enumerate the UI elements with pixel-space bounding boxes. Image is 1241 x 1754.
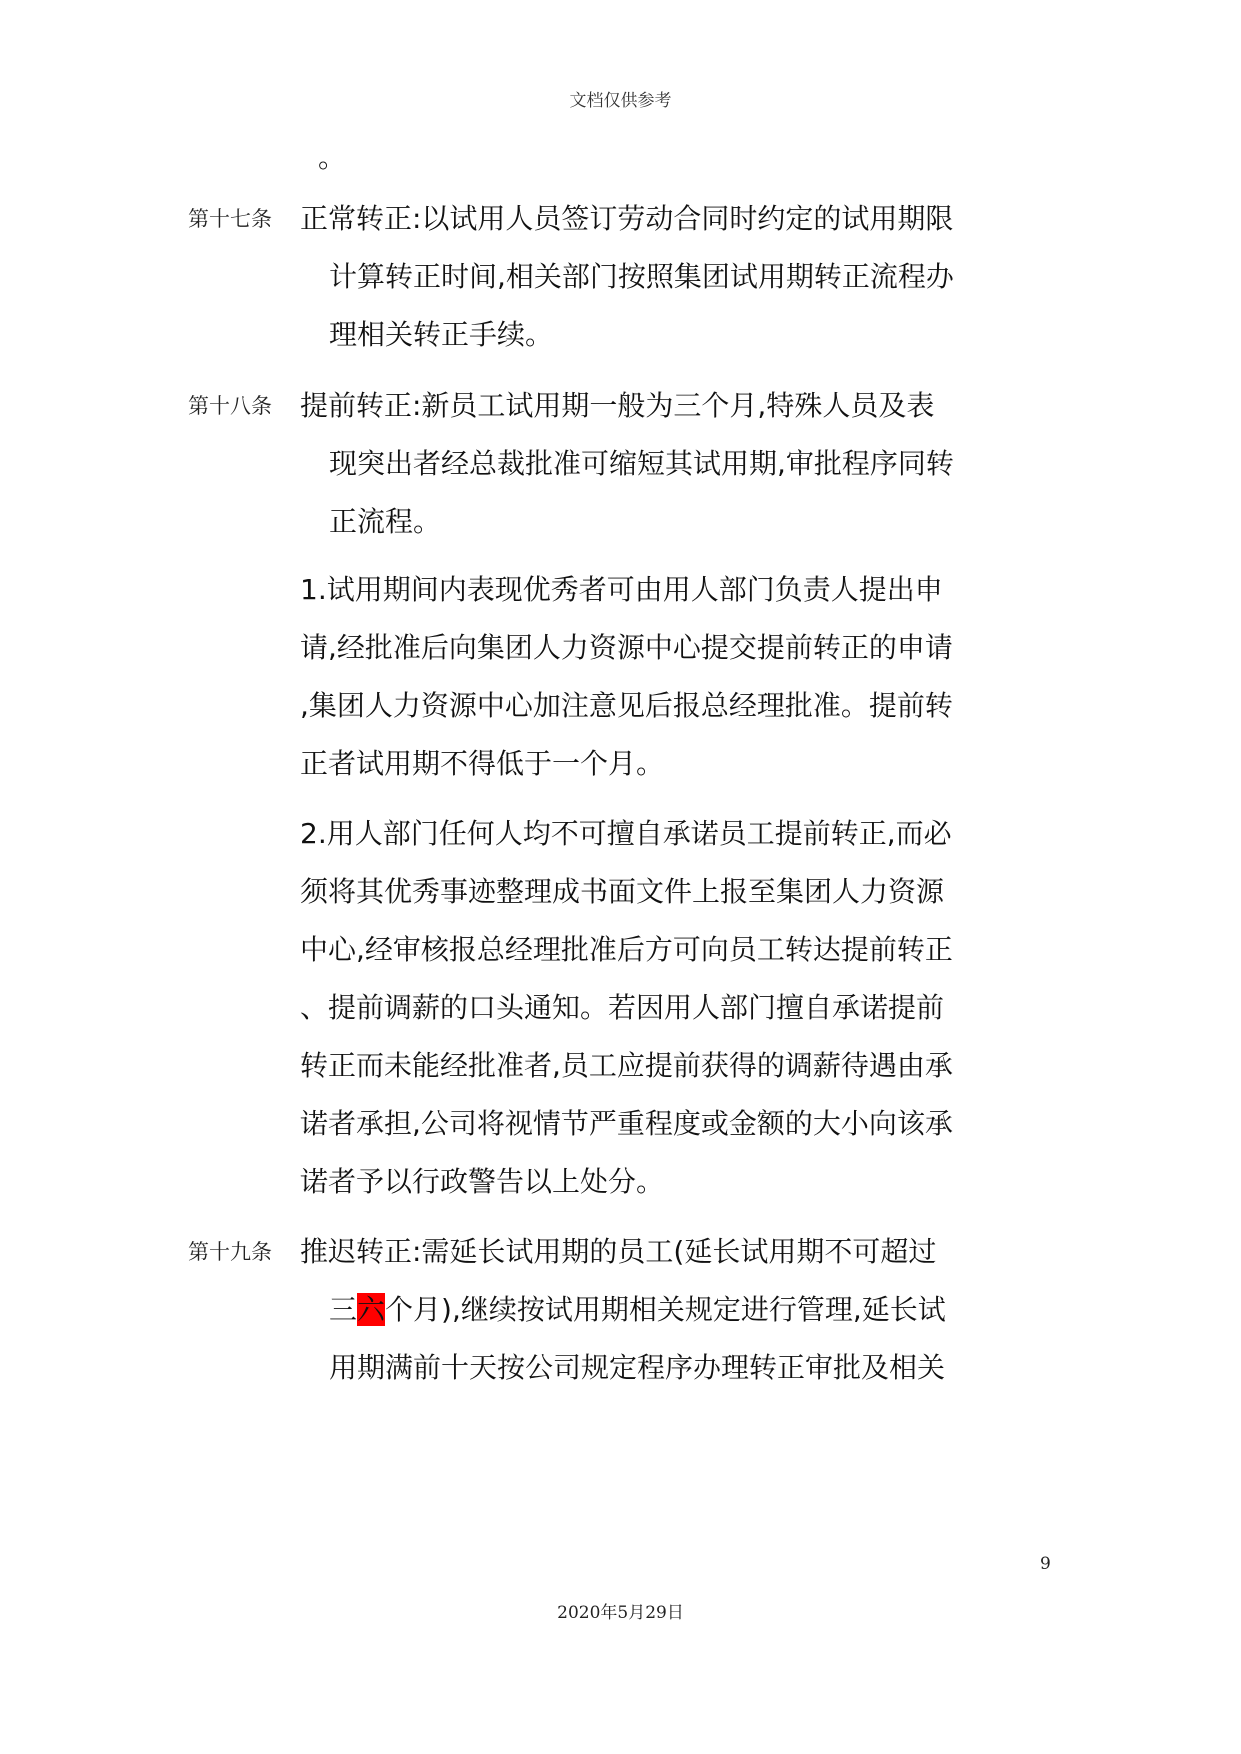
item-1-line-3: ,集团人力资源中心加注意见后报总经理批准。提前转 [300, 689, 953, 722]
article-19-line-2 [329, 1292, 946, 1328]
article-18-line-2: 现突出者经总裁批准可缩短其试用期,审批程序同转 [329, 447, 954, 480]
article-18-number: 第十八条 [188, 394, 272, 418]
footer-date: 2020年5月29日 [557, 1603, 684, 1623]
article-18-line-3: 正流程。 [329, 505, 442, 538]
article-19-line-3: 用期满前十天按公司规定程序办理转正审批及相关 [329, 1351, 946, 1384]
item-2-line-1: 2.用人部门任何人均不可擅自承诺员工提前转正,而必 [300, 817, 952, 850]
article-19-line-1: 推迟转正:需延长试用期的员工(延长试用期不可超过 [300, 1235, 937, 1268]
fragment-line: 。 [318, 141, 347, 174]
page-number: 9 [1040, 1554, 1051, 1574]
article-17-number: 第十七条 [188, 207, 272, 231]
item-2-line-5: 转正而未能经批准者,员工应提前获得的调薪待遇由承 [300, 1049, 953, 1082]
item-1-line-2: 请,经批准后向集团人力资源中心提交提前转正的申请 [300, 631, 953, 664]
item-2-line-6: 诺者承担,公司将视情节严重程度或金额的大小向该承 [300, 1107, 953, 1140]
article-18-line-1: 提前转正:新员工试用期一般为三个月,特殊人员及表 [300, 389, 935, 422]
line-2-text-before: 三 [329, 1293, 358, 1326]
item-2-line-2: 须将其优秀事迹整理成书面文件上报至集团人力资源 [300, 875, 945, 908]
item-2-line-7: 诺者予以行政警告以上处分。 [300, 1165, 665, 1198]
line-2-text-after: 个月),继续按试用期相关规定进行管理,延长试 [385, 1293, 946, 1326]
article-17-line-2: 计算转正时间,相关部门按照集团试用期转正流程办 [329, 260, 954, 293]
article-17-line-3: 理相关转正手续。 [329, 318, 554, 351]
page-header: 文档仅供参考 [569, 91, 672, 111]
item-2-line-3: 中心,经审核报总经理批准后方可向员工转达提前转正 [300, 933, 953, 966]
article-17-line-1: 正常转正:以试用人员签订劳动合同时约定的试用期限 [300, 202, 954, 235]
highlighted-correction: 六 [357, 1293, 386, 1326]
item-2-line-4: 、提前调薪的口头通知。若因用人部门擅自承诺提前 [300, 991, 945, 1024]
item-1-line-1: 1.试用期间内表现优秀者可由用人部门负责人提出申 [300, 573, 943, 606]
article-19-number: 第十九条 [188, 1240, 272, 1264]
item-1-line-4: 正者试用期不得低于一个月。 [300, 747, 665, 780]
